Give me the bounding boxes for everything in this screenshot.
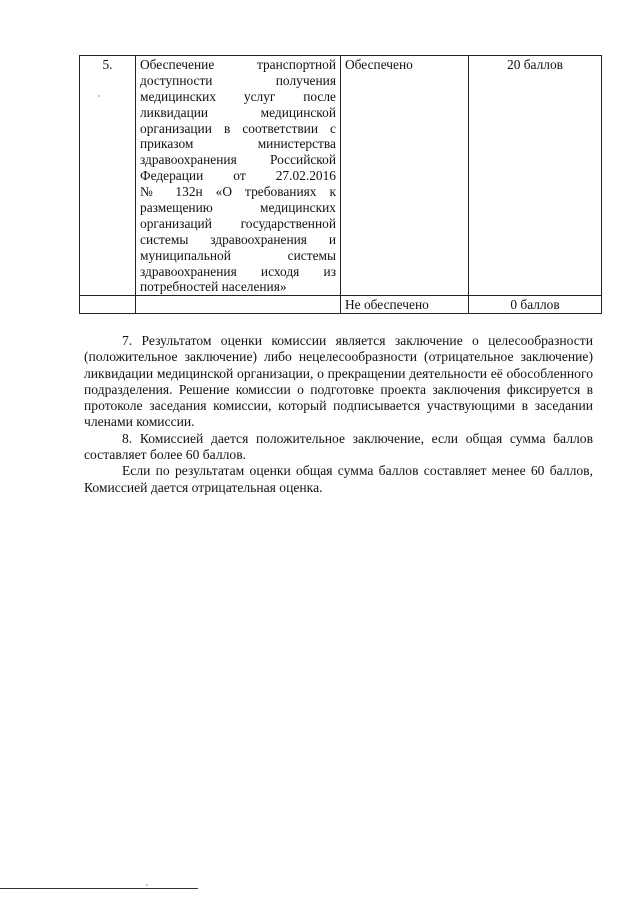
criterion-line: доступности получения — [140, 72, 336, 88]
paragraph-8: 8. Комиссией дается положительное заключение, если общая сумма баллов составляет более 60 баллов. — [84, 430, 593, 463]
criterion-text — [140, 57, 336, 295]
footer-divider — [0, 888, 198, 889]
criterion-line: № 132н «О требованиях к — [140, 184, 336, 200]
criterion-line: размещению медицинских — [140, 200, 336, 216]
criterion-line: медицинских услуг после — [140, 88, 336, 104]
row-number-cell: 5. — [80, 56, 136, 296]
criterion-line: здравоохранения исходя из — [140, 263, 336, 279]
criterion-line: организации в соответствии с — [140, 120, 336, 136]
paragraph-conclusion: Если по результатам оценки общая сумма баллов составляет менее 60 баллов, Комиссией дается отрицательная оценка. — [84, 463, 593, 495]
paragraph-7: 7. Результатом оценки комиссии является заключение о целесообразности (положительное заключение) либо нецелесообразности (отрицательное заключение) ликвидации медицинской организации, о прекращении деятельности её обособленного подразделения. Решение комиссии о подготовке проекта заключения фиксируется в протоколе заседания комиссии, который подписывается участвующими в заседании членами комиссии. — [84, 333, 593, 430]
criterion-line: системы здравоохранения и — [140, 231, 336, 247]
criterion-line: приказом министерства — [140, 136, 336, 152]
empty-cell — [136, 296, 341, 314]
criterion-line: Обеспечение транспортной — [140, 57, 336, 72]
criterion-cell — [136, 56, 341, 296]
empty-cell — [80, 296, 136, 314]
criterion-line: ликвидации медицинской — [140, 104, 336, 120]
criterion-line: Федерации от 27.02.2016 — [140, 168, 336, 184]
criterion-line: организаций государственной — [140, 215, 336, 231]
criterion-line: здравоохранения Российской — [140, 152, 336, 168]
criterion-line: потребностей населения» — [140, 279, 287, 295]
scan-speck — [98, 95, 100, 97]
status-cell: Не обеспечено — [341, 296, 469, 314]
body-text — [84, 333, 593, 496]
score-cell: 20 баллов — [469, 56, 602, 296]
criterion-line: муниципальной системы — [140, 247, 336, 263]
criteria-table — [79, 55, 602, 314]
table-row — [80, 56, 602, 296]
status-cell: Обеспечено — [341, 56, 469, 296]
score-cell: 0 баллов — [469, 296, 602, 314]
table-row — [80, 296, 602, 314]
scan-speck — [146, 884, 148, 886]
